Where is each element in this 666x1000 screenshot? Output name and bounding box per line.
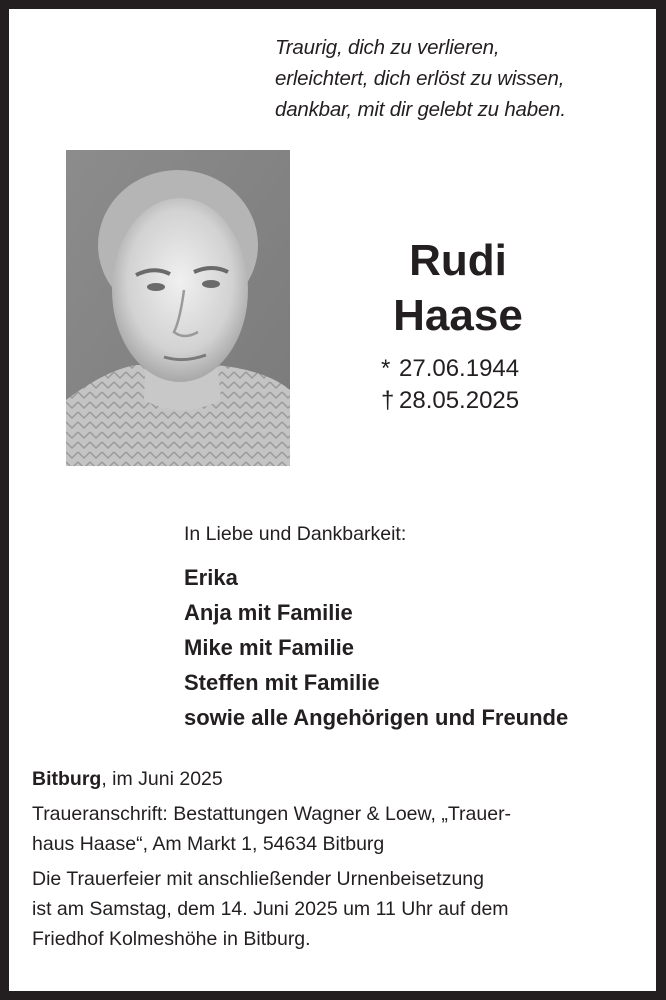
death-cross-icon: † xyxy=(381,387,395,414)
death-date: 28.05.2025 xyxy=(399,387,520,414)
address-line: Traueranschrift: Bestattungen Wagner & Loew, „Trauer- xyxy=(32,803,512,825)
mourners-intro: In Liebe und Dankbarkeit: xyxy=(184,523,407,545)
mourner-name: Erika xyxy=(184,565,238,590)
ceremony-line: ist am Samstag, dem 14. Juni 2025 um 11 Uhr auf dem xyxy=(32,898,509,920)
mourners-list xyxy=(184,560,568,735)
mourner-name: Steffen mit Familie xyxy=(184,670,380,695)
birth-row xyxy=(381,353,519,385)
ceremony-line: Die Trauerfeier mit anschließender Urnenbeisetzung xyxy=(32,868,484,890)
notice-footer xyxy=(32,764,511,959)
obituary-card xyxy=(9,9,656,991)
place-name: Bitburg xyxy=(32,768,102,790)
death-row xyxy=(381,385,519,417)
ceremony-line: Friedhof Kolmeshöhe in Bitburg. xyxy=(32,928,311,950)
poem-line: erleichtert, dich erlöst zu wissen, xyxy=(275,67,565,90)
life-dates xyxy=(381,353,519,417)
poem-line: Traurig, dich zu verlieren, xyxy=(275,36,500,59)
birth-date: 27.06.1944 xyxy=(399,355,520,382)
ceremony-info xyxy=(32,864,511,954)
date-text: , im Juni 2025 xyxy=(101,768,223,790)
portrait-image xyxy=(66,150,290,466)
address-line: haus Haase“, Am Markt 1, 54634 Bitburg xyxy=(32,833,385,855)
deceased-name xyxy=(349,233,567,343)
mourner-name: sowie alle Angehörigen und Freunde xyxy=(184,705,569,730)
portrait-photo xyxy=(66,150,290,466)
birth-star-icon: * xyxy=(381,355,391,382)
last-name: Haase xyxy=(393,291,523,340)
poem-line: dankbar, mit dir gelebt zu haben. xyxy=(275,98,566,121)
memorial-poem xyxy=(275,32,566,125)
mourner-name: Mike mit Familie xyxy=(184,635,354,660)
place-date xyxy=(32,764,511,794)
first-name: Rudi xyxy=(409,236,507,285)
mourner-name: Anja mit Familie xyxy=(184,600,353,625)
mourning-address xyxy=(32,799,511,859)
